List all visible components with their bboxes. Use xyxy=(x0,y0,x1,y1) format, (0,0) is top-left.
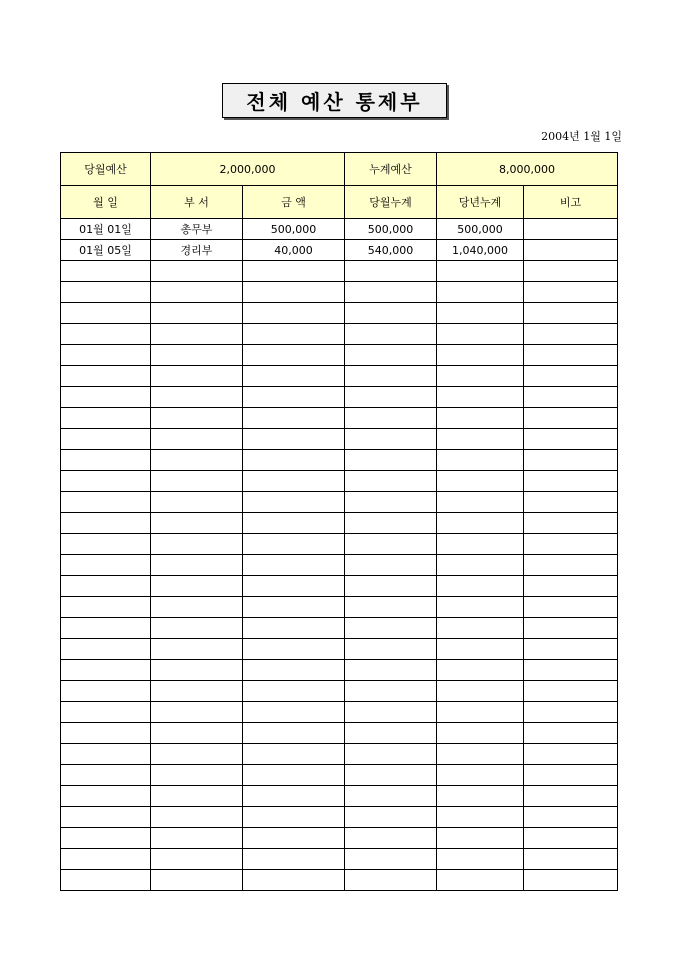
amount-cell[interactable] xyxy=(243,807,345,828)
date-cell[interactable] xyxy=(61,681,151,702)
note-cell[interactable] xyxy=(524,429,618,450)
table-row xyxy=(61,555,618,576)
amount-cell[interactable]: 40,000 xyxy=(243,240,345,261)
amount-cell[interactable] xyxy=(243,261,345,282)
date-cell[interactable] xyxy=(61,660,151,681)
amount-cell[interactable] xyxy=(243,618,345,639)
table-row xyxy=(61,786,618,807)
amount-cell[interactable] xyxy=(243,870,345,891)
column-header: 금 액 xyxy=(243,186,345,219)
department-cell[interactable] xyxy=(151,576,243,597)
monthly-total-cell[interactable] xyxy=(345,471,437,492)
table-row xyxy=(61,261,618,282)
note-cell[interactable] xyxy=(524,534,618,555)
amount-cell[interactable] xyxy=(243,744,345,765)
department-cell[interactable] xyxy=(151,261,243,282)
document-date: 2004년 1월 1일 xyxy=(541,130,622,143)
monthly-total-cell[interactable] xyxy=(345,828,437,849)
department-cell[interactable] xyxy=(151,534,243,555)
table-row xyxy=(61,870,618,891)
yearly-total-cell[interactable] xyxy=(437,681,524,702)
monthly-total-cell[interactable] xyxy=(345,555,437,576)
amount-cell[interactable] xyxy=(243,387,345,408)
department-cell[interactable] xyxy=(151,366,243,387)
amount-cell[interactable] xyxy=(243,471,345,492)
table-row xyxy=(61,450,618,471)
amount-cell[interactable] xyxy=(243,576,345,597)
summary-row xyxy=(61,153,618,186)
note-cell[interactable] xyxy=(524,702,618,723)
note-cell[interactable] xyxy=(524,849,618,870)
date-cell[interactable] xyxy=(61,450,151,471)
department-cell[interactable] xyxy=(151,660,243,681)
yearly-total-cell[interactable] xyxy=(437,408,524,429)
note-cell[interactable] xyxy=(524,366,618,387)
monthly-total-cell[interactable] xyxy=(345,870,437,891)
date-cell[interactable] xyxy=(61,702,151,723)
table-row xyxy=(61,219,618,240)
monthly-total-cell[interactable] xyxy=(345,660,437,681)
amount-cell[interactable] xyxy=(243,555,345,576)
date-cell[interactable] xyxy=(61,282,151,303)
department-cell[interactable] xyxy=(151,471,243,492)
yearly-total-cell[interactable] xyxy=(437,387,524,408)
table-row xyxy=(61,324,618,345)
table-row xyxy=(61,282,618,303)
date-cell[interactable] xyxy=(61,723,151,744)
table-row xyxy=(61,702,618,723)
yearly-total-cell[interactable] xyxy=(437,639,524,660)
monthly-total-cell[interactable] xyxy=(345,786,437,807)
yearly-total-cell[interactable] xyxy=(437,618,524,639)
table-row xyxy=(61,849,618,870)
table-row xyxy=(61,492,618,513)
amount-cell[interactable] xyxy=(243,828,345,849)
monthly-total-cell[interactable] xyxy=(345,345,437,366)
monthly-total-cell[interactable] xyxy=(345,723,437,744)
note-cell[interactable] xyxy=(524,261,618,282)
yearly-total-cell[interactable] xyxy=(437,597,524,618)
date-cell[interactable] xyxy=(61,345,151,366)
monthly-total-cell[interactable] xyxy=(345,450,437,471)
department-cell[interactable] xyxy=(151,345,243,366)
yearly-total-cell[interactable] xyxy=(437,324,524,345)
amount-cell[interactable] xyxy=(243,345,345,366)
date-cell[interactable] xyxy=(61,492,151,513)
amount-cell[interactable] xyxy=(243,765,345,786)
date-cell[interactable] xyxy=(61,429,151,450)
document-title: 전체 예산 통제부 xyxy=(222,83,447,118)
table-row xyxy=(61,828,618,849)
monthly-total-cell[interactable] xyxy=(345,513,437,534)
yearly-total-cell[interactable] xyxy=(437,702,524,723)
note-cell[interactable] xyxy=(524,576,618,597)
date-cell[interactable] xyxy=(61,828,151,849)
department-cell[interactable] xyxy=(151,681,243,702)
department-cell[interactable] xyxy=(151,702,243,723)
yearly-total-cell[interactable] xyxy=(437,807,524,828)
table-row xyxy=(61,576,618,597)
note-cell[interactable] xyxy=(524,870,618,891)
monthly-total-cell[interactable] xyxy=(345,618,437,639)
yearly-total-cell[interactable] xyxy=(437,534,524,555)
table-row xyxy=(61,513,618,534)
department-cell[interactable]: 총무부 xyxy=(151,219,243,240)
note-cell[interactable] xyxy=(524,324,618,345)
department-cell[interactable] xyxy=(151,282,243,303)
monthly-total-cell[interactable] xyxy=(345,807,437,828)
column-header: 당월누계 xyxy=(345,186,437,219)
yearly-total-cell[interactable] xyxy=(437,450,524,471)
yearly-total-cell[interactable] xyxy=(437,303,524,324)
note-cell[interactable] xyxy=(524,828,618,849)
date-cell[interactable] xyxy=(61,870,151,891)
monthly-total-cell[interactable]: 500,000 xyxy=(345,219,437,240)
monthly-total-cell[interactable] xyxy=(345,303,437,324)
note-cell[interactable] xyxy=(524,219,618,240)
note-cell[interactable] xyxy=(524,303,618,324)
column-header: 월 일 xyxy=(61,186,151,219)
note-cell[interactable] xyxy=(524,660,618,681)
date-cell[interactable] xyxy=(61,387,151,408)
table-row xyxy=(61,471,618,492)
note-cell[interactable] xyxy=(524,555,618,576)
yearly-total-cell[interactable] xyxy=(437,870,524,891)
table-row xyxy=(61,345,618,366)
amount-cell[interactable] xyxy=(243,639,345,660)
date-cell[interactable] xyxy=(61,471,151,492)
amount-cell[interactable] xyxy=(243,681,345,702)
yearly-total-cell[interactable] xyxy=(437,366,524,387)
note-cell[interactable] xyxy=(524,786,618,807)
yearly-total-cell[interactable] xyxy=(437,555,524,576)
yearly-total-cell[interactable] xyxy=(437,576,524,597)
budget-control-table xyxy=(60,152,618,891)
table-row xyxy=(61,534,618,555)
yearly-total-cell[interactable] xyxy=(437,744,524,765)
department-cell[interactable] xyxy=(151,618,243,639)
table-row xyxy=(61,723,618,744)
monthly-budget-value[interactable]: 2,000,000 xyxy=(151,153,345,186)
department-cell[interactable] xyxy=(151,639,243,660)
yearly-total-cell[interactable] xyxy=(437,828,524,849)
note-cell[interactable] xyxy=(524,345,618,366)
yearly-total-cell[interactable] xyxy=(437,345,524,366)
date-cell[interactable] xyxy=(61,849,151,870)
date-cell[interactable] xyxy=(61,807,151,828)
amount-cell[interactable] xyxy=(243,597,345,618)
note-cell[interactable] xyxy=(524,618,618,639)
yearly-total-cell[interactable] xyxy=(437,723,524,744)
date-cell[interactable] xyxy=(61,366,151,387)
department-cell[interactable] xyxy=(151,597,243,618)
date-cell[interactable] xyxy=(61,786,151,807)
table-row xyxy=(61,618,618,639)
department-cell[interactable] xyxy=(151,324,243,345)
monthly-total-cell[interactable] xyxy=(345,702,437,723)
department-cell[interactable] xyxy=(151,828,243,849)
yearly-total-cell[interactable] xyxy=(437,261,524,282)
monthly-budget-label: 당월예산 xyxy=(61,153,151,186)
department-cell[interactable] xyxy=(151,408,243,429)
department-cell[interactable] xyxy=(151,513,243,534)
note-cell[interactable] xyxy=(524,807,618,828)
department-cell[interactable]: 경리부 xyxy=(151,240,243,261)
yearly-total-cell[interactable] xyxy=(437,471,524,492)
amount-cell[interactable] xyxy=(243,324,345,345)
column-header: 당년누계 xyxy=(437,186,524,219)
monthly-total-cell[interactable] xyxy=(345,849,437,870)
amount-cell[interactable] xyxy=(243,786,345,807)
table-row xyxy=(61,681,618,702)
note-cell[interactable] xyxy=(524,723,618,744)
date-cell[interactable] xyxy=(61,555,151,576)
yearly-total-cell[interactable]: 500,000 xyxy=(437,219,524,240)
note-cell[interactable] xyxy=(524,513,618,534)
amount-cell[interactable]: 500,000 xyxy=(243,219,345,240)
department-cell[interactable] xyxy=(151,429,243,450)
date-cell[interactable] xyxy=(61,597,151,618)
department-cell[interactable] xyxy=(151,555,243,576)
monthly-total-cell[interactable] xyxy=(345,408,437,429)
amount-cell[interactable] xyxy=(243,492,345,513)
table-row xyxy=(61,240,618,261)
note-cell[interactable] xyxy=(524,282,618,303)
date-cell[interactable] xyxy=(61,639,151,660)
monthly-total-cell[interactable] xyxy=(345,534,437,555)
department-cell[interactable] xyxy=(151,744,243,765)
note-cell[interactable] xyxy=(524,744,618,765)
table-row xyxy=(61,639,618,660)
monthly-total-cell[interactable] xyxy=(345,597,437,618)
department-cell[interactable] xyxy=(151,387,243,408)
monthly-total-cell[interactable] xyxy=(345,576,437,597)
monthly-total-cell[interactable]: 540,000 xyxy=(345,240,437,261)
yearly-total-cell[interactable]: 1,040,000 xyxy=(437,240,524,261)
department-cell[interactable] xyxy=(151,849,243,870)
note-cell[interactable] xyxy=(524,681,618,702)
monthly-total-cell[interactable] xyxy=(345,681,437,702)
date-cell[interactable] xyxy=(61,324,151,345)
department-cell[interactable] xyxy=(151,450,243,471)
amount-cell[interactable] xyxy=(243,513,345,534)
monthly-total-cell[interactable] xyxy=(345,492,437,513)
note-cell[interactable] xyxy=(524,450,618,471)
amount-cell[interactable] xyxy=(243,303,345,324)
note-cell[interactable] xyxy=(524,597,618,618)
column-header: 부 서 xyxy=(151,186,243,219)
department-cell[interactable] xyxy=(151,303,243,324)
monthly-total-cell[interactable] xyxy=(345,744,437,765)
amount-cell[interactable] xyxy=(243,408,345,429)
amount-cell[interactable] xyxy=(243,660,345,681)
monthly-total-cell[interactable] xyxy=(345,387,437,408)
department-cell[interactable] xyxy=(151,723,243,744)
monthly-total-cell[interactable] xyxy=(345,366,437,387)
department-cell[interactable] xyxy=(151,492,243,513)
monthly-total-cell[interactable] xyxy=(345,765,437,786)
note-cell[interactable] xyxy=(524,387,618,408)
amount-cell[interactable] xyxy=(243,429,345,450)
amount-cell[interactable] xyxy=(243,366,345,387)
note-cell[interactable] xyxy=(524,471,618,492)
department-cell[interactable] xyxy=(151,807,243,828)
yearly-total-cell[interactable] xyxy=(437,786,524,807)
note-cell[interactable] xyxy=(524,492,618,513)
monthly-total-cell[interactable] xyxy=(345,282,437,303)
table-row xyxy=(61,387,618,408)
amount-cell[interactable] xyxy=(243,450,345,471)
amount-cell[interactable] xyxy=(243,723,345,744)
department-cell[interactable] xyxy=(151,765,243,786)
table-row xyxy=(61,660,618,681)
yearly-total-cell[interactable] xyxy=(437,282,524,303)
cumulative-budget-label: 누계예산 xyxy=(345,153,437,186)
date-cell[interactable] xyxy=(61,618,151,639)
table-row xyxy=(61,366,618,387)
monthly-total-cell[interactable] xyxy=(345,324,437,345)
date-cell[interactable] xyxy=(61,576,151,597)
note-cell[interactable] xyxy=(524,765,618,786)
amount-cell[interactable] xyxy=(243,534,345,555)
date-cell[interactable] xyxy=(61,534,151,555)
yearly-total-cell[interactable] xyxy=(437,513,524,534)
table-row xyxy=(61,408,618,429)
date-cell[interactable] xyxy=(61,744,151,765)
note-cell[interactable] xyxy=(524,240,618,261)
date-cell[interactable] xyxy=(61,408,151,429)
department-cell[interactable] xyxy=(151,870,243,891)
date-cell[interactable] xyxy=(61,303,151,324)
table-row xyxy=(61,807,618,828)
column-header-row xyxy=(61,186,618,219)
monthly-total-cell[interactable] xyxy=(345,639,437,660)
table-row xyxy=(61,303,618,324)
yearly-total-cell[interactable] xyxy=(437,849,524,870)
note-cell[interactable] xyxy=(524,408,618,429)
amount-cell[interactable] xyxy=(243,849,345,870)
table-row xyxy=(61,765,618,786)
column-header: 비고 xyxy=(524,186,618,219)
yearly-total-cell[interactable] xyxy=(437,429,524,450)
table-row xyxy=(61,429,618,450)
date-cell[interactable]: 01월 05일 xyxy=(61,240,151,261)
monthly-total-cell[interactable] xyxy=(345,429,437,450)
cumulative-budget-value[interactable]: 8,000,000 xyxy=(437,153,618,186)
department-cell[interactable] xyxy=(151,786,243,807)
note-cell[interactable] xyxy=(524,639,618,660)
date-cell[interactable]: 01월 01일 xyxy=(61,219,151,240)
yearly-total-cell[interactable] xyxy=(437,660,524,681)
table-row xyxy=(61,744,618,765)
table-row xyxy=(61,597,618,618)
yearly-total-cell[interactable] xyxy=(437,765,524,786)
date-cell[interactable] xyxy=(61,513,151,534)
monthly-total-cell[interactable] xyxy=(345,261,437,282)
yearly-total-cell[interactable] xyxy=(437,492,524,513)
amount-cell[interactable] xyxy=(243,282,345,303)
date-cell[interactable] xyxy=(61,261,151,282)
date-cell[interactable] xyxy=(61,765,151,786)
amount-cell[interactable] xyxy=(243,702,345,723)
